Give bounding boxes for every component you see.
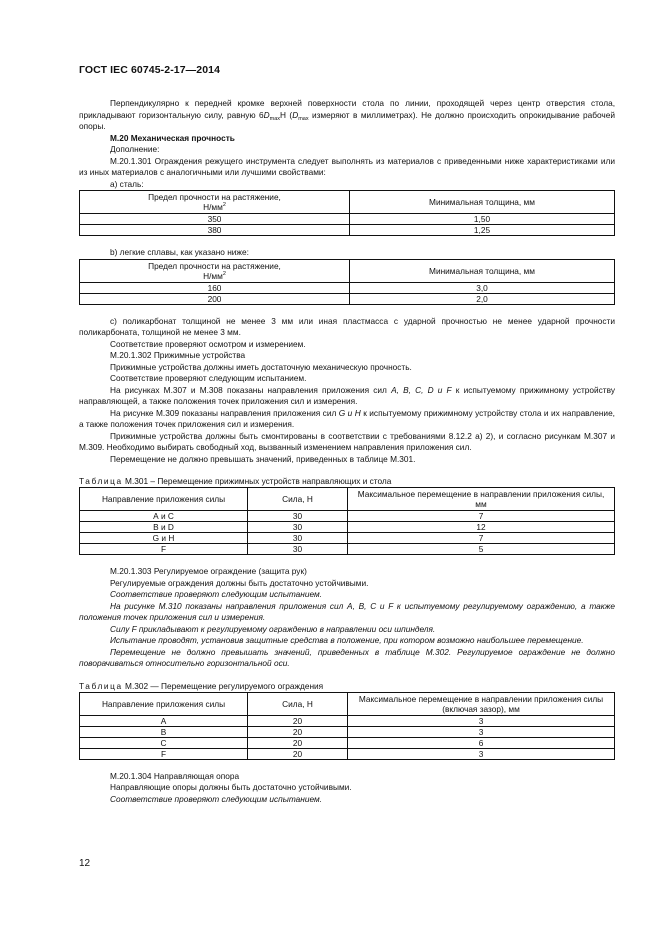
table-header-cell: Максимальное перемещение в направлении приложения силы, мм (348, 488, 615, 511)
table-row (80, 522, 615, 533)
table-cell: 30 (248, 544, 348, 555)
table-cell: 7 (348, 533, 615, 544)
intro-text-2: Н ( (280, 109, 293, 120)
table-cell: 7 (348, 511, 615, 522)
intro-d-symbol-2: D (292, 109, 299, 120)
caption-word: Таблица (79, 680, 123, 691)
caption-text: М.302 — Перемещение регулируемого ограждения (125, 680, 324, 691)
table-cell: 200 (80, 293, 350, 304)
intro-text-3: измеряют в миллиметрах). Не должно происходить опрокидывание рабочей опоры. (79, 109, 615, 131)
clamp-conformity-paragraph: Соответствие проверяют следующим испытанием. (110, 373, 307, 383)
table-header-cell (80, 191, 350, 214)
intro-paragraph (79, 98, 615, 133)
table-cell: 6 (348, 737, 615, 748)
paragraph-text: к испытуемому прижимному устройству направляющей, а также положения точек приложения сил и измерения. (79, 384, 615, 406)
steel-label: а) сталь: (110, 178, 144, 189)
guard-force-f-paragraph: Силу F прикладывают к регулируемому ограждению в направлении оси шпинделя. (110, 623, 436, 634)
table-header-row (80, 259, 615, 282)
header-unit: Н/мм (203, 270, 223, 281)
header-unit: Н/мм (203, 202, 223, 212)
table-row (80, 737, 615, 748)
table-row (80, 511, 615, 522)
table-cell: 2,0 (350, 293, 615, 304)
guard-stability-paragraph: Регулируемые ограждения должны быть достаточно устойчивыми. (110, 577, 369, 588)
table-cell: 3 (348, 726, 615, 737)
table-cell: А и С (80, 511, 248, 522)
table-cell: F (80, 544, 248, 555)
table-cell: 30 (248, 511, 348, 522)
table-cell: 5 (348, 544, 615, 555)
intro-d-symbol-1: D (263, 109, 270, 120)
guard-conformity-paragraph: Соответствие проверяют следующим испытанием. (110, 589, 322, 599)
table-cell: G и Н (80, 533, 248, 544)
table-cell: F (80, 748, 248, 759)
table-header-cell: Сила, Н (248, 692, 348, 715)
paragraph-text: На рисунке М.309 показаны направления приложения сил (110, 407, 339, 418)
clause-m20-1-302-title: М.20.1.302 Прижимные устройства (110, 350, 246, 360)
force-letters: А, В, С, D и F (391, 384, 452, 395)
table-cell: В и D (80, 522, 248, 533)
table-row (80, 715, 615, 726)
table-clamp-paragraph (79, 408, 615, 431)
support-conformity-paragraph: Соответствие проверяют следующим испытанием. (110, 793, 322, 804)
force-letters: G и Н (338, 407, 361, 418)
clamp-displacement-paragraph: Перемещение не должно превышать значений, приведенных в таблице М.301. (110, 453, 416, 464)
table-cell: 20 (248, 715, 348, 726)
guard-test-paragraph: Испытание проводят, установив защитные средства в положение, при котором возможно наибольшее перемещение. (110, 635, 584, 645)
header-text: Предел прочности на растяжение, (148, 192, 281, 202)
table-m301 (79, 487, 615, 555)
table-cell: 30 (248, 533, 348, 544)
clamp-figures-paragraph (79, 385, 615, 408)
table-cell: 1,50 (350, 214, 615, 225)
intro-subscript-1: max (269, 115, 281, 122)
table-cell: 160 (80, 282, 350, 293)
table-cell: 20 (248, 726, 348, 737)
alloy-label: b) легкие сплавы, как указано ниже: (110, 247, 249, 257)
document-header: ГОСТ IEC 60745-2-17—2014 (79, 64, 221, 76)
polycarbonate-paragraph: с) поликарбонат толщиной не менее 3 мм или иная пластмасса с ударной прочностью не менее ударной прочности поликарбоната, толщиной не менее 3 мм. (79, 315, 615, 337)
caption-word: Таблица (79, 476, 123, 486)
table-header-row (80, 488, 615, 511)
table-row (80, 282, 615, 293)
table-cell: С (80, 737, 248, 748)
guard-figure-paragraph: На рисунке М.310 показаны направления приложения сил А, В, С и F к испытуемому регулируемому ограждению, а также положения точек приложения сил и измерения. (79, 600, 615, 622)
steel-table (79, 190, 615, 236)
addition-label: Дополнение: (110, 144, 160, 154)
table-row (80, 533, 615, 544)
table-header-cell: Максимальное перемещение в направлении приложения силы (включая зазор), мм (348, 692, 615, 715)
table-row (80, 225, 615, 236)
table-row (80, 214, 615, 225)
alloy-table (79, 259, 615, 305)
table-header-cell (80, 259, 350, 282)
table-cell: 20 (248, 748, 348, 759)
guard-displacement-paragraph: Перемещение не должно превышать значений, приведенных в таблице М.302. Регулируемое ограждение не должно поворачиваться относительно горизонтальной оси. (79, 646, 615, 668)
paragraph-text: На рисунках М.307 и М.308 показаны направления приложения сил (110, 384, 392, 395)
table-cell: 380 (80, 225, 350, 236)
header-text: Предел прочности на растяжение, (148, 260, 281, 271)
table-cell: 3 (348, 748, 615, 759)
table-m302 (79, 692, 615, 760)
table-row (80, 726, 615, 737)
table-header-cell: Направление приложения силы (80, 488, 248, 511)
intro-text-1: Перпендикулярно к передней кромке верхней поверхности стола по линии, проходящей через центр отверстия стола, прикладывают горизонтальную силу, равную 6 (79, 98, 615, 120)
intro-subscript-2: max (298, 115, 309, 122)
header-superscript: 2 (222, 270, 226, 277)
header-superscript: 2 (222, 202, 226, 208)
support-stability-paragraph: Направляющие опоры должны быть достаточно устойчивыми. (110, 782, 352, 792)
table-m301-caption (79, 476, 615, 487)
paragraph-text: к испытуемому прижимному устройству стола и их направление, а также положения точек приложения сил и измерения. (79, 407, 615, 429)
page-number: 12 (79, 858, 91, 869)
table-header-row (80, 692, 615, 715)
table-header-row (80, 191, 615, 214)
caption-text: М.301 – Перемещение прижимных устройств направляющих и стола (125, 476, 392, 486)
table-cell: 1,25 (350, 225, 615, 236)
table-cell: А (80, 715, 248, 726)
conformity-note: Соответствие проверяют осмотром и измерением. (110, 338, 306, 349)
clamp-strength-paragraph: Прижимные устройства должны иметь достаточную механическую прочность. (110, 361, 412, 372)
table-cell: 3,0 (350, 282, 615, 293)
table-cell: В (80, 726, 248, 737)
table-header-cell: Минимальная толщина, мм (350, 259, 615, 282)
clause-m20-1-304-title: М.20.1.304 Направляющая опора (110, 770, 240, 781)
table-m302-caption (79, 681, 615, 692)
table-cell: 30 (248, 522, 348, 533)
table-cell: 350 (80, 214, 350, 225)
table-header-cell: Сила, Н (248, 488, 348, 511)
table-row (80, 748, 615, 759)
table-row (80, 544, 615, 555)
clamp-mounting-paragraph: Прижимные устройства должны быть смонтированы в соответствии с требованиями 8.12.2 а) 2), и согласно рисункам М.307 и М.309. Необходимо выбирать свободный ход, вызванный изменением направления приложения сил. (79, 430, 615, 452)
clause-m20-1-303-title: М.20.1.303 Регулируемое ограждение (защита рук) (110, 566, 307, 576)
section-heading-m20: М.20 Механическая прочность (110, 132, 235, 143)
table-row (80, 293, 615, 304)
table-cell: 20 (248, 737, 348, 748)
table-cell: 12 (348, 522, 615, 533)
page-content (79, 98, 615, 805)
clause-m20-1-301: М.20.1.301 Ограждения режущего инструмента следует выполнять из материалов с приведенными ниже характеристиками или из иных материалов с аналогичными или лучшими свойствами: (79, 155, 615, 177)
table-cell: 3 (348, 715, 615, 726)
table-header-cell: Минимальная толщина, мм (350, 191, 615, 214)
table-header-cell: Направление приложения силы (80, 692, 248, 715)
